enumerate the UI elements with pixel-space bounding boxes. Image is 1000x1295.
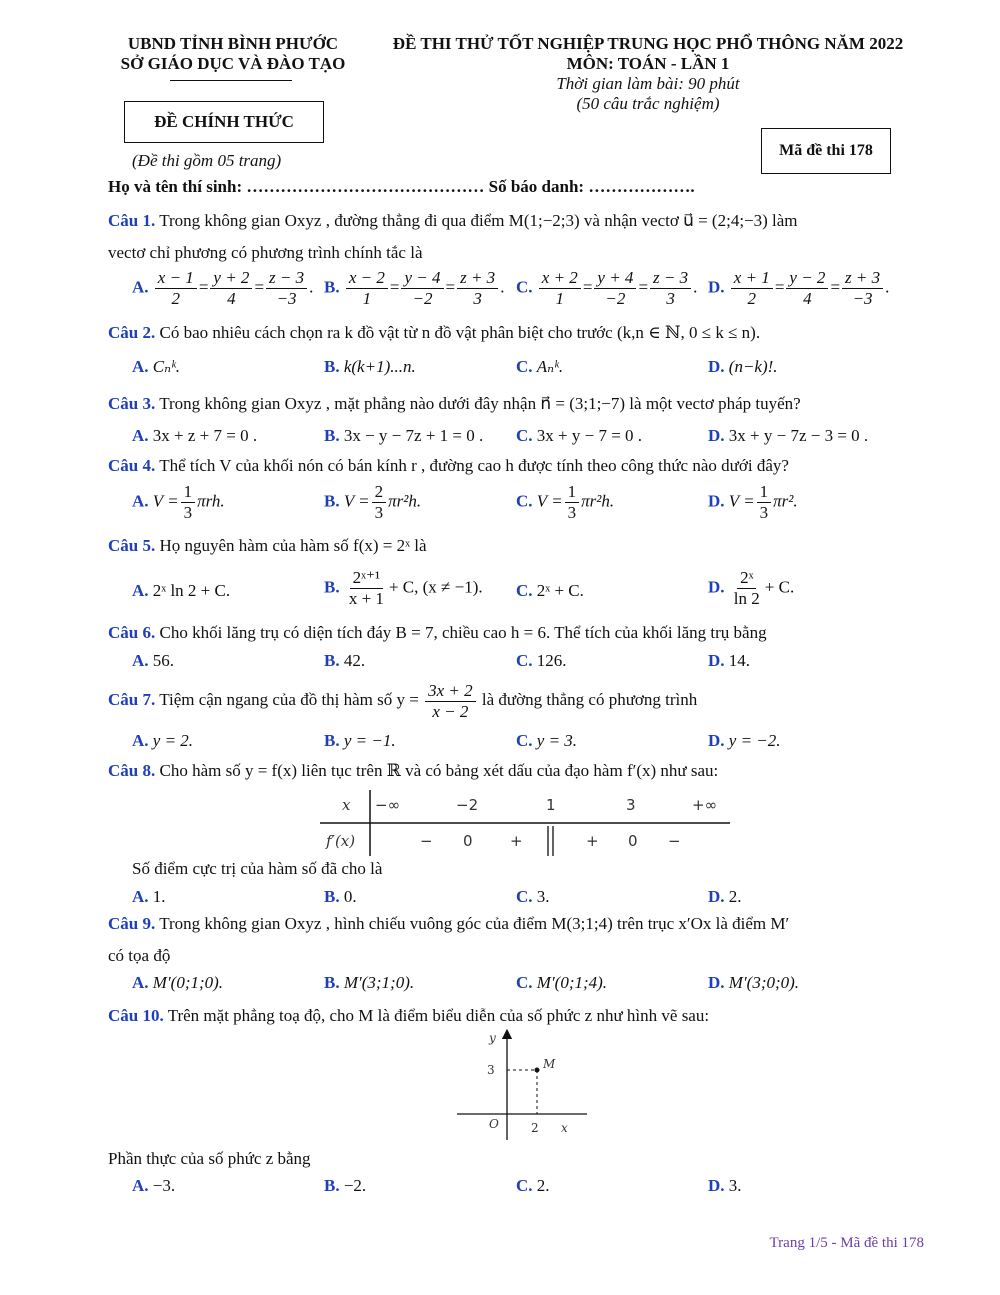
q3-option-b[interactable] [324, 425, 483, 447]
option-text: 0. [343, 887, 357, 906]
frac-num: z − 3 [650, 268, 691, 289]
frac-den: 4 [803, 289, 812, 308]
sign-table-fprime-label: f′(x) [326, 832, 356, 850]
option-label: D. [708, 357, 725, 376]
option-text: 3x + z + 7 = 0 . [152, 426, 258, 445]
option-label: C. [516, 973, 533, 992]
option-text: y = −1. [343, 731, 396, 750]
frac-den: 2 [747, 289, 757, 308]
option-label: D. [708, 577, 725, 597]
option-label: C. [516, 426, 533, 445]
option-label: A. [132, 491, 149, 511]
frac-num: y + 2 [210, 268, 252, 289]
frac-den: x − 2 [432, 701, 469, 721]
option-label: C. [516, 887, 533, 906]
option-label: D. [708, 973, 725, 992]
q5-option-d[interactable] [708, 568, 794, 609]
point-m [535, 1068, 540, 1073]
q3-option-c[interactable] [516, 425, 642, 447]
frac-den: 3 [374, 503, 384, 522]
frac-num: 2 [372, 482, 387, 503]
frac-den: ln 2 [733, 589, 760, 608]
q7-option-d[interactable] [708, 730, 781, 752]
option-label: C. [516, 357, 533, 376]
frac-num: 1 [565, 482, 580, 503]
option-text: M′(0;1;0). [152, 973, 224, 992]
graph-y-tick: 3 [487, 1063, 495, 1077]
question-8-number: Câu 8. [108, 761, 156, 780]
option-text: y = −2. [728, 731, 781, 750]
sign-table-cell: + [510, 832, 523, 850]
option-label: C. [516, 1176, 533, 1195]
q3-option-a[interactable] [132, 425, 257, 447]
question-7-number: Câu 7. [108, 690, 156, 709]
option-label: A. [132, 973, 149, 992]
q1-option-a[interactable]: A. $\frac{x - 1}{2}$ = $\frac{y + 2}{4}$ = $\frac{z - 3}{-3}$ . [132, 268, 314, 308]
option-label: B. [324, 731, 340, 750]
q2-option-d[interactable] [708, 356, 778, 378]
question-7-text-end: là đường thẳng có phương trình [481, 690, 698, 709]
q8-option-c[interactable] [516, 886, 550, 908]
question-1-number: Câu 1. [108, 211, 156, 230]
q6-option-b[interactable] [324, 650, 365, 672]
option-text: πr²h. [581, 491, 615, 511]
question-3-text: Trong không gian Oxyz , mặt phẳng nào dưới đây nhận n⃗ = (3;1;−7) là một vectơ pháp tuyến? [159, 394, 801, 413]
page-footer: Trang 1/5 - Mã đề thi 178 [769, 1235, 924, 1251]
option-text: 14. [728, 651, 751, 670]
option-label: D. [708, 277, 725, 297]
frac-den: 3 [666, 289, 675, 308]
question-10-after: Phần thực của số phức z bằng [108, 1149, 311, 1168]
question-10-number: Câu 10. [108, 1006, 164, 1025]
sign-table-cell: 1 [546, 796, 556, 814]
option-text: Cₙᵏ. [152, 357, 181, 376]
option-label: B. [324, 426, 340, 445]
option-text: πrh. [197, 491, 225, 511]
question-7 [108, 680, 697, 722]
sign-table-cell: 3 [626, 796, 636, 814]
option-text: 2ˣ + C. [536, 581, 584, 600]
option-label: A. [132, 1176, 149, 1195]
question-1-text: Trong không gian Oxyz , đường thẳng đi qua điểm M(1;−2;3) và nhận vectơ u⃗ = (2;4;−3) làm [159, 211, 798, 230]
question-6 [108, 622, 767, 644]
option-text: V = [536, 491, 563, 511]
option-label: A. [132, 887, 149, 906]
sign-table-cell: − [668, 832, 681, 850]
q6-option-c[interactable] [516, 650, 567, 672]
frac-den: 3 [567, 503, 577, 522]
option-label: B. [324, 491, 340, 511]
option-label: B. [324, 651, 340, 670]
exam-subject: MÔN: TOÁN - LẦN 1 [566, 54, 730, 73]
option-label: B. [324, 887, 340, 906]
header-rule [170, 80, 292, 81]
option-label: C. [516, 731, 533, 750]
question-2-number: Câu 2. [108, 323, 156, 342]
q5-option-b[interactable] [324, 568, 483, 609]
option-label: B. [324, 973, 340, 992]
graph-origin-label: O [489, 1117, 499, 1131]
sign-table-x-label: x [342, 796, 351, 814]
question-10-text: Trên mặt phẳng toạ độ, cho M là điểm biểu diễn của số phức z như hình vẽ sau: [167, 1006, 710, 1025]
option-label: D. [708, 426, 725, 445]
q4-option-b[interactable] [324, 482, 421, 523]
option-text: y = 2. [152, 731, 194, 750]
q1-option-d[interactable]: D. $\frac{x + 1}{2}$ = $\frac{y - 2}{4}$ = $\frac{z + 3}{-3}$ . [708, 268, 890, 308]
option-text: V = [343, 491, 370, 511]
frac-num: z − 3 [266, 268, 307, 289]
graph-x-label: x [561, 1121, 568, 1135]
option-text: + C, (x ≠ −1). [388, 577, 483, 597]
frac-num: x − 1 [155, 268, 197, 289]
q9-option-d[interactable] [708, 972, 799, 994]
option-label: D. [708, 1176, 725, 1195]
option-label: A. [132, 357, 149, 376]
q2-option-b[interactable] [324, 356, 416, 378]
question-2-text: Có bao nhiêu cách chọn ra k đồ vật từ n đồ vật phân biệt cho trước (k,n ∈ ℕ, 0 ≤ k ≤ n). [159, 323, 761, 342]
q2-option-a[interactable] [132, 356, 180, 378]
option-label: D. [708, 651, 725, 670]
option-label: D. [708, 731, 725, 750]
option-text: M′(3;1;0). [343, 973, 415, 992]
frac-num: z + 3 [842, 268, 883, 289]
frac-den: 3 [183, 503, 193, 522]
option-text: 3x + y − 7z − 3 = 0 . [728, 426, 869, 445]
option-text: 126. [536, 651, 567, 670]
option-text: −3. [152, 1176, 176, 1195]
org-block [108, 34, 358, 74]
q6-option-a[interactable] [132, 650, 174, 672]
question-9-text: Trong không gian Oxyz , hình chiếu vuông góc của điểm M(3;1;4) trên trục x′Ox là điểm M′ [159, 914, 790, 933]
question-5 [108, 535, 427, 557]
q7-option-b[interactable] [324, 730, 396, 752]
frac-den: 3 [473, 289, 482, 308]
option-text: 42. [343, 651, 366, 670]
frac-den: 1 [362, 289, 372, 308]
exam-code: Mã đề thi 178 [779, 142, 873, 159]
frac-den: −3 [276, 289, 297, 308]
graph-y-label: y [489, 1031, 496, 1045]
option-label: A. [132, 426, 149, 445]
q8-option-b[interactable] [324, 886, 357, 908]
official-label: ĐỀ CHÍNH THỨC [154, 112, 294, 131]
q1-option-c[interactable]: C. $\frac{x + 2}{1}$ = $\frac{y + 4}{-2}$ = $\frac{z - 3}{3}$ . [516, 268, 698, 308]
question-5-number: Câu 5. [108, 536, 156, 555]
q3-option-d[interactable] [708, 425, 868, 447]
question-2 [108, 322, 760, 344]
sign-table-cell: + [586, 832, 599, 850]
complex-plane-graph [455, 1028, 595, 1146]
frac-num: y − 4 [401, 268, 443, 289]
option-text: 1. [152, 887, 166, 906]
option-text: πr²h. [388, 491, 422, 511]
question-10 [108, 1005, 709, 1027]
option-text: 2. [536, 1176, 550, 1195]
option-text: y = 3. [536, 731, 578, 750]
option-label: A. [132, 581, 149, 600]
frac-den: −2 [412, 289, 433, 308]
graph-point-label: M [543, 1057, 556, 1071]
exam-question-count: (50 câu trắc nghiệm) [576, 94, 720, 113]
frac-num: 3x + 2 [425, 681, 476, 702]
option-text: k(k+1)...n. [343, 357, 416, 376]
option-text: + C. [764, 577, 795, 597]
option-text: 56. [152, 651, 175, 670]
q5-option-a[interactable] [132, 580, 230, 602]
option-label: B. [324, 357, 340, 376]
q10-option-d[interactable] [708, 1175, 742, 1197]
exam-time: Thời gian làm bài: 90 phút [556, 74, 740, 93]
q7-option-c[interactable] [516, 730, 577, 752]
option-label: D. [708, 887, 725, 906]
option-label: C. [516, 651, 533, 670]
question-9-text-cont: có tọa độ [108, 946, 171, 965]
sign-table-cell: +∞ [692, 796, 718, 814]
pages-note: (Đề thi gồm 05 trang) [132, 151, 282, 170]
question-6-text: Cho khối lăng trụ có diện tích đáy B = 7, chiều cao h = 6. Thể tích của khối lăng trụ bằng [159, 623, 767, 642]
sign-table-cell: − [420, 832, 433, 850]
question-8 [108, 760, 718, 782]
q4-option-d[interactable] [708, 482, 798, 523]
q1-option-b[interactable]: B. $\frac{x - 2}{1}$ = $\frac{y - 4}{-2}$ = $\frac{z + 3}{3}$ . [324, 268, 505, 308]
graph-x-tick: 2 [531, 1121, 539, 1135]
option-label: D. [708, 491, 725, 511]
frac-den: 1 [555, 289, 565, 308]
sign-table-cell: 0 [628, 832, 638, 850]
option-label: B. [324, 277, 340, 297]
question-7-text: Tiệm cận ngang của đồ thị hàm số y = [159, 690, 419, 709]
sign-table-cell: −∞ [375, 796, 401, 814]
frac-den: x + 1 [348, 589, 384, 608]
q10-option-c[interactable] [516, 1175, 550, 1197]
option-label: A. [132, 731, 149, 750]
frac-num: x + 2 [539, 268, 581, 289]
q9-option-c[interactable] [516, 972, 607, 994]
question-4 [108, 455, 789, 477]
question-3 [108, 393, 801, 415]
q6-option-d[interactable] [708, 650, 750, 672]
sign-table-cell: −2 [456, 796, 479, 814]
frac-num: z + 3 [457, 268, 498, 289]
question-5-text: Họ nguyên hàm của hàm số f(x) = 2ˣ là [159, 536, 427, 555]
frac-den: −3 [852, 289, 873, 308]
option-label: B. [324, 577, 340, 597]
option-text: πr². [773, 491, 798, 511]
option-text: M′(0;1;4). [536, 973, 608, 992]
frac-num: 1 [757, 482, 772, 503]
q4-option-a[interactable] [132, 482, 225, 523]
exam-title: ĐỀ THI THỬ TỐT NGHIỆP TRUNG HỌC PHỔ THÔNG NĂM 2022 [392, 34, 904, 53]
frac-den: 2 [171, 289, 181, 308]
option-text: −2. [343, 1176, 367, 1195]
q8-option-d[interactable] [708, 886, 742, 908]
question-3-number: Câu 3. [108, 394, 156, 413]
option-text: Aₙᵏ. [536, 357, 564, 376]
frac-num: 1 [181, 482, 196, 503]
option-text: 2. [728, 887, 742, 906]
q4-option-c[interactable] [516, 482, 614, 523]
frac-num: 2ˣ⁺¹ [350, 568, 383, 589]
official-label-box [124, 101, 324, 143]
exam-code-box [761, 128, 891, 174]
q10-option-b[interactable] [324, 1175, 366, 1197]
q2-option-c[interactable] [516, 356, 563, 378]
exam-info-block [368, 34, 928, 114]
option-text: V = [152, 491, 179, 511]
frac-num: x − 2 [346, 268, 388, 289]
org-line-1: UBND TỈNH BÌNH PHƯỚC [127, 34, 339, 53]
option-text: V = [728, 491, 755, 511]
frac-den: 3 [759, 503, 769, 522]
frac-den: 4 [227, 289, 236, 308]
option-text: 3. [728, 1176, 742, 1195]
option-label: C. [516, 491, 533, 511]
option-text: 2ˣ ln 2 + C. [152, 581, 231, 600]
frac-num: y + 4 [594, 268, 636, 289]
frac-num: 2ˣ [737, 568, 756, 589]
option-label: A. [132, 277, 149, 297]
question-8-text: Cho hàm số y = f(x) liên tục trên ℝ và có bảng xét dấu của đạo hàm f′(x) như sau: [159, 761, 719, 780]
q5-option-c[interactable] [516, 580, 584, 602]
q9-option-b[interactable] [324, 972, 414, 994]
org-line-2: SỞ GIÁO DỤC VÀ ĐÀO TẠO [120, 54, 346, 73]
frac-num: y − 2 [786, 268, 828, 289]
frac-den: −2 [605, 289, 626, 308]
question-1 [108, 210, 798, 232]
frac-num: x + 1 [731, 268, 773, 289]
option-text: 3. [536, 887, 550, 906]
option-text: 3x + y − 7 = 0 . [536, 426, 643, 445]
question-9 [108, 913, 789, 935]
question-4-number: Câu 4. [108, 456, 156, 475]
q7-option-a[interactable] [132, 730, 193, 752]
option-label: C. [516, 581, 533, 600]
question-8-after: Số điểm cực trị của hàm số đã cho là [132, 859, 383, 878]
option-text: 3x − y − 7z + 1 = 0 . [343, 426, 484, 445]
question-4-text: Thể tích V của khối nón có bán kính r , đường cao h được tính theo công thức nào dưới đây? [159, 456, 789, 475]
q9-option-a[interactable] [132, 972, 223, 994]
q10-option-a[interactable] [132, 1175, 175, 1197]
question-9-number: Câu 9. [108, 914, 156, 933]
option-label: B. [324, 1176, 340, 1195]
question-1-text-cont: vectơ chỉ phương có phương trình chính tắc là [108, 243, 423, 262]
student-line: Họ và tên thí sinh: …………………………………… Số báo danh: ………………. [108, 177, 695, 196]
q8-option-a[interactable] [132, 886, 166, 908]
sign-table-cell: 0 [463, 832, 473, 850]
option-text: (n−k)!. [728, 357, 778, 376]
option-label: A. [132, 651, 149, 670]
option-text: M′(3;0;0). [728, 973, 800, 992]
question-6-number: Câu 6. [108, 623, 156, 642]
sign-table [320, 790, 732, 858]
option-label: C. [516, 277, 533, 297]
